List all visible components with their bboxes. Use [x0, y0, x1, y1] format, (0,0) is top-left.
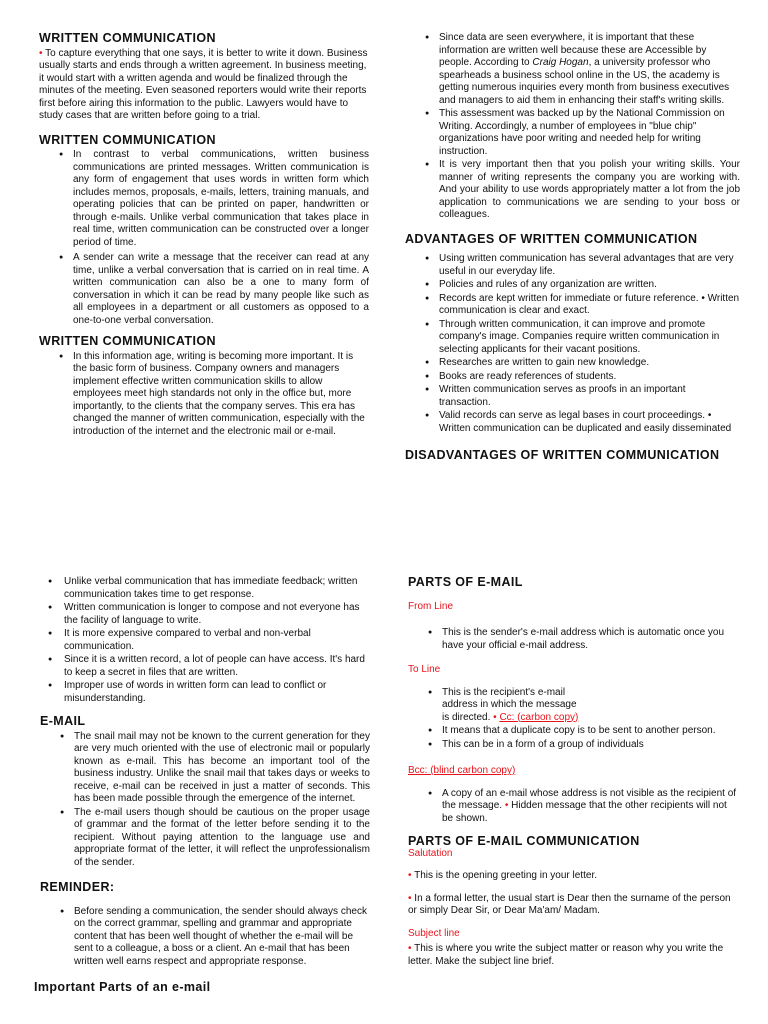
section-heading: REMINDER:: [40, 880, 115, 894]
section-heading: DISADVANTAGES OF WRITTEN COMMUNICATION: [405, 448, 720, 462]
list-item: ● Unlike verbal communication that has immediate feedback; written communication takes time to get response.: [40, 576, 370, 601]
list-item: ● It means that a duplicate copy is to be sent to another person.: [408, 725, 740, 738]
list-item: ● In contrast to verbal communications, written business communications are printed messages. Written communication is any form of engagement that uses words in written form which includes memos, proposals, e-mails, letters, training manuals, and operating policies that can be printed on paper, handwritten or through e-mails. Unlike verbal communication that takes place in real time, written communication can be constructed over a longer period of time.: [39, 149, 369, 249]
list-item: ● Policies and rules of any organization are written.: [405, 279, 740, 292]
subject-line-label: Subject line: [408, 927, 460, 939]
list-item: ● It is very important then that you polish your writing skills. Your manner of writing represents the company you are working with. And your ability to use words appropriately matter a lot from the job application to communications we are sending to your boss or colleagues.: [405, 159, 740, 222]
list-item: ● This can be in a form of a group of individuals: [408, 739, 740, 752]
list-item: ● This is the recipient's e-mail address in which the message is directed. • Cc: (carbon copy): [408, 687, 582, 725]
cc-link: Cc: (carbon copy): [499, 711, 579, 723]
list-item: ● The snail mail may not be known to the current generation for they are very much oriented with the use of electronic mail or popularly known as e-mail. This has become an important tool of the business industry. Unlike the snail mail that takes days or weeks to receive, e-mail can be received in just a matter of seconds. This has been made possible through the emergence of the internet.: [40, 731, 370, 806]
list-item: ● Before sending a communication, the sender should always check on the correct grammar, spelling and grammar and appropriate content that has been well thought of whether the e-mail will be sent to a colleague, a boss or a client. An e-mail that has been written well earns respect and appropriate response.: [40, 906, 370, 969]
salutation-text: • This is the opening greeting in your letter.: [408, 870, 597, 881]
list-item: ● Valid records can serve as legal bases in court proceedings. • Written communication can be duplicated and easily disseminated: [405, 410, 740, 435]
section-heading: E-MAIL: [40, 714, 86, 728]
section-heading: Important Parts of an e-mail: [34, 980, 211, 994]
list-item: ● Written communication serves as proofs in an important transaction.: [405, 384, 740, 409]
list-item: ● Since data are seen everywhere, it is important that these information are written well because these are Accessible by people. According to Craig Hogan, a university professor who spearheads a business school online in the US, the academy is getting numerous inquiries every month from business executives and managers to aid them in enhancing their staff's writing skills.: [405, 32, 740, 107]
salutation-label: Salutation: [408, 847, 453, 859]
list-item: ● Books are ready references of students.: [405, 371, 740, 384]
list-item: ● Improper use of words in written form can lead to conflict or misunderstanding.: [40, 680, 370, 705]
list-item: ● Written communication is longer to compose and not everyone has the facility of language to write.: [40, 602, 370, 627]
list-item: ● Since it is a written record, a lot of people can have access. It's hard to keep a secret in files that are written.: [40, 654, 370, 679]
list-item: ● Records are kept written for immediate or future reference. • Written communication is clear and exact.: [405, 293, 740, 318]
salutation-text: • In a formal letter, the usual start is Dear then the surname of the person or simply Dear Sir, or Dear Ma'am/ Madam.: [408, 892, 731, 916]
list-item: ● Researches are written to gain new knowledge.: [405, 357, 740, 370]
list-item: ● It is more expensive compared to verbal and non-verbal communication.: [40, 628, 370, 653]
disadvantages-list: [40, 576, 370, 705]
list-item: ● A copy of an e-mail whose address is not visible as the recipient of the message. • Hidden message that the other recipients will not be shown.: [408, 788, 740, 826]
list-item: ● A sender can write a message that the receiver can read at any time, unlike a verbal conversation that is carried on in real time. A written communication can also be a one to many form of conversation in which it can be read by many people like such as all employees in a department or all customers as opposed to a one-to-one verbal conversation.: [39, 252, 369, 327]
list-item: ● The e-mail users though should be cautious on the proper usage of grammar and the format of the letter before sending it to the recipient. Without paying attention to the language use and appropriate format of the letter, it will reflect the unprofessionalism of the sender.: [40, 807, 370, 870]
list-item: ● Using written communication has several advantages that are very useful in our everyday life.: [405, 253, 740, 278]
left-top-column: [39, 32, 369, 439]
list-item: ● This assessment was backed up by the National Commission on Writing. Accordingly, a number of employees in "blue chip" organizations have poor writing and needed help for writing instruction.: [405, 108, 740, 158]
to-line-label: To Line: [408, 664, 441, 675]
section-heading: PARTS OF E-MAIL COMMUNICATION: [408, 834, 640, 848]
left-bottom-column: [34, 576, 370, 997]
intro-paragraph: • To capture everything that one says, it is better to write it down. Business usually starts and ends through a written agreement. In business meeting, it would start with a written agenda and would be finalized through the minutes of the meeting. Even seasoned reporters would write their reports first before airing this information to the public. Lawyers would have to study cases that are written before going to a trial.: [39, 47, 368, 121]
from-line-label: From Line: [408, 600, 454, 612]
section-heading: WRITTEN COMMUNICATION: [39, 334, 216, 348]
list-item: ● Through written communication, it can improve and promote company's image. Companies require written communication in selecting applicants for their vacant positions.: [405, 319, 740, 357]
right-top-column: [405, 32, 740, 465]
list-item: ● In this information age, writing is becoming more important. It is the basic form of business. Company owners and managers implement effective written communication skills to allow employees meet high standards not only in the office but, more importantly, to the clients that the company serves. This era has changed the manner of written communication, especially with the introduction of the internet and the electronic mail or e-mail.: [39, 351, 369, 439]
section-heading: ADVANTAGES OF WRITTEN COMMUNICATION: [405, 231, 698, 246]
section-heading: WRITTEN COMMUNICATION: [39, 31, 216, 45]
list-item: ● This is the sender's e-mail address which is automatic once you have your official e-mail address.: [408, 627, 740, 652]
subject-text: • This is where you write the subject matter or reason why you write the letter. Make the subject line brief.: [408, 943, 724, 967]
right-bottom-column: [408, 576, 740, 968]
bcc-label: Bcc: (blind carbon copy): [408, 765, 516, 776]
section-heading: WRITTEN COMMUNICATION: [39, 132, 216, 147]
bullet-marker: •: [39, 47, 43, 59]
advantages-list: [405, 253, 740, 435]
author-name: Craig Hogan: [532, 57, 589, 68]
section-heading: PARTS OF E-MAIL: [408, 575, 523, 589]
